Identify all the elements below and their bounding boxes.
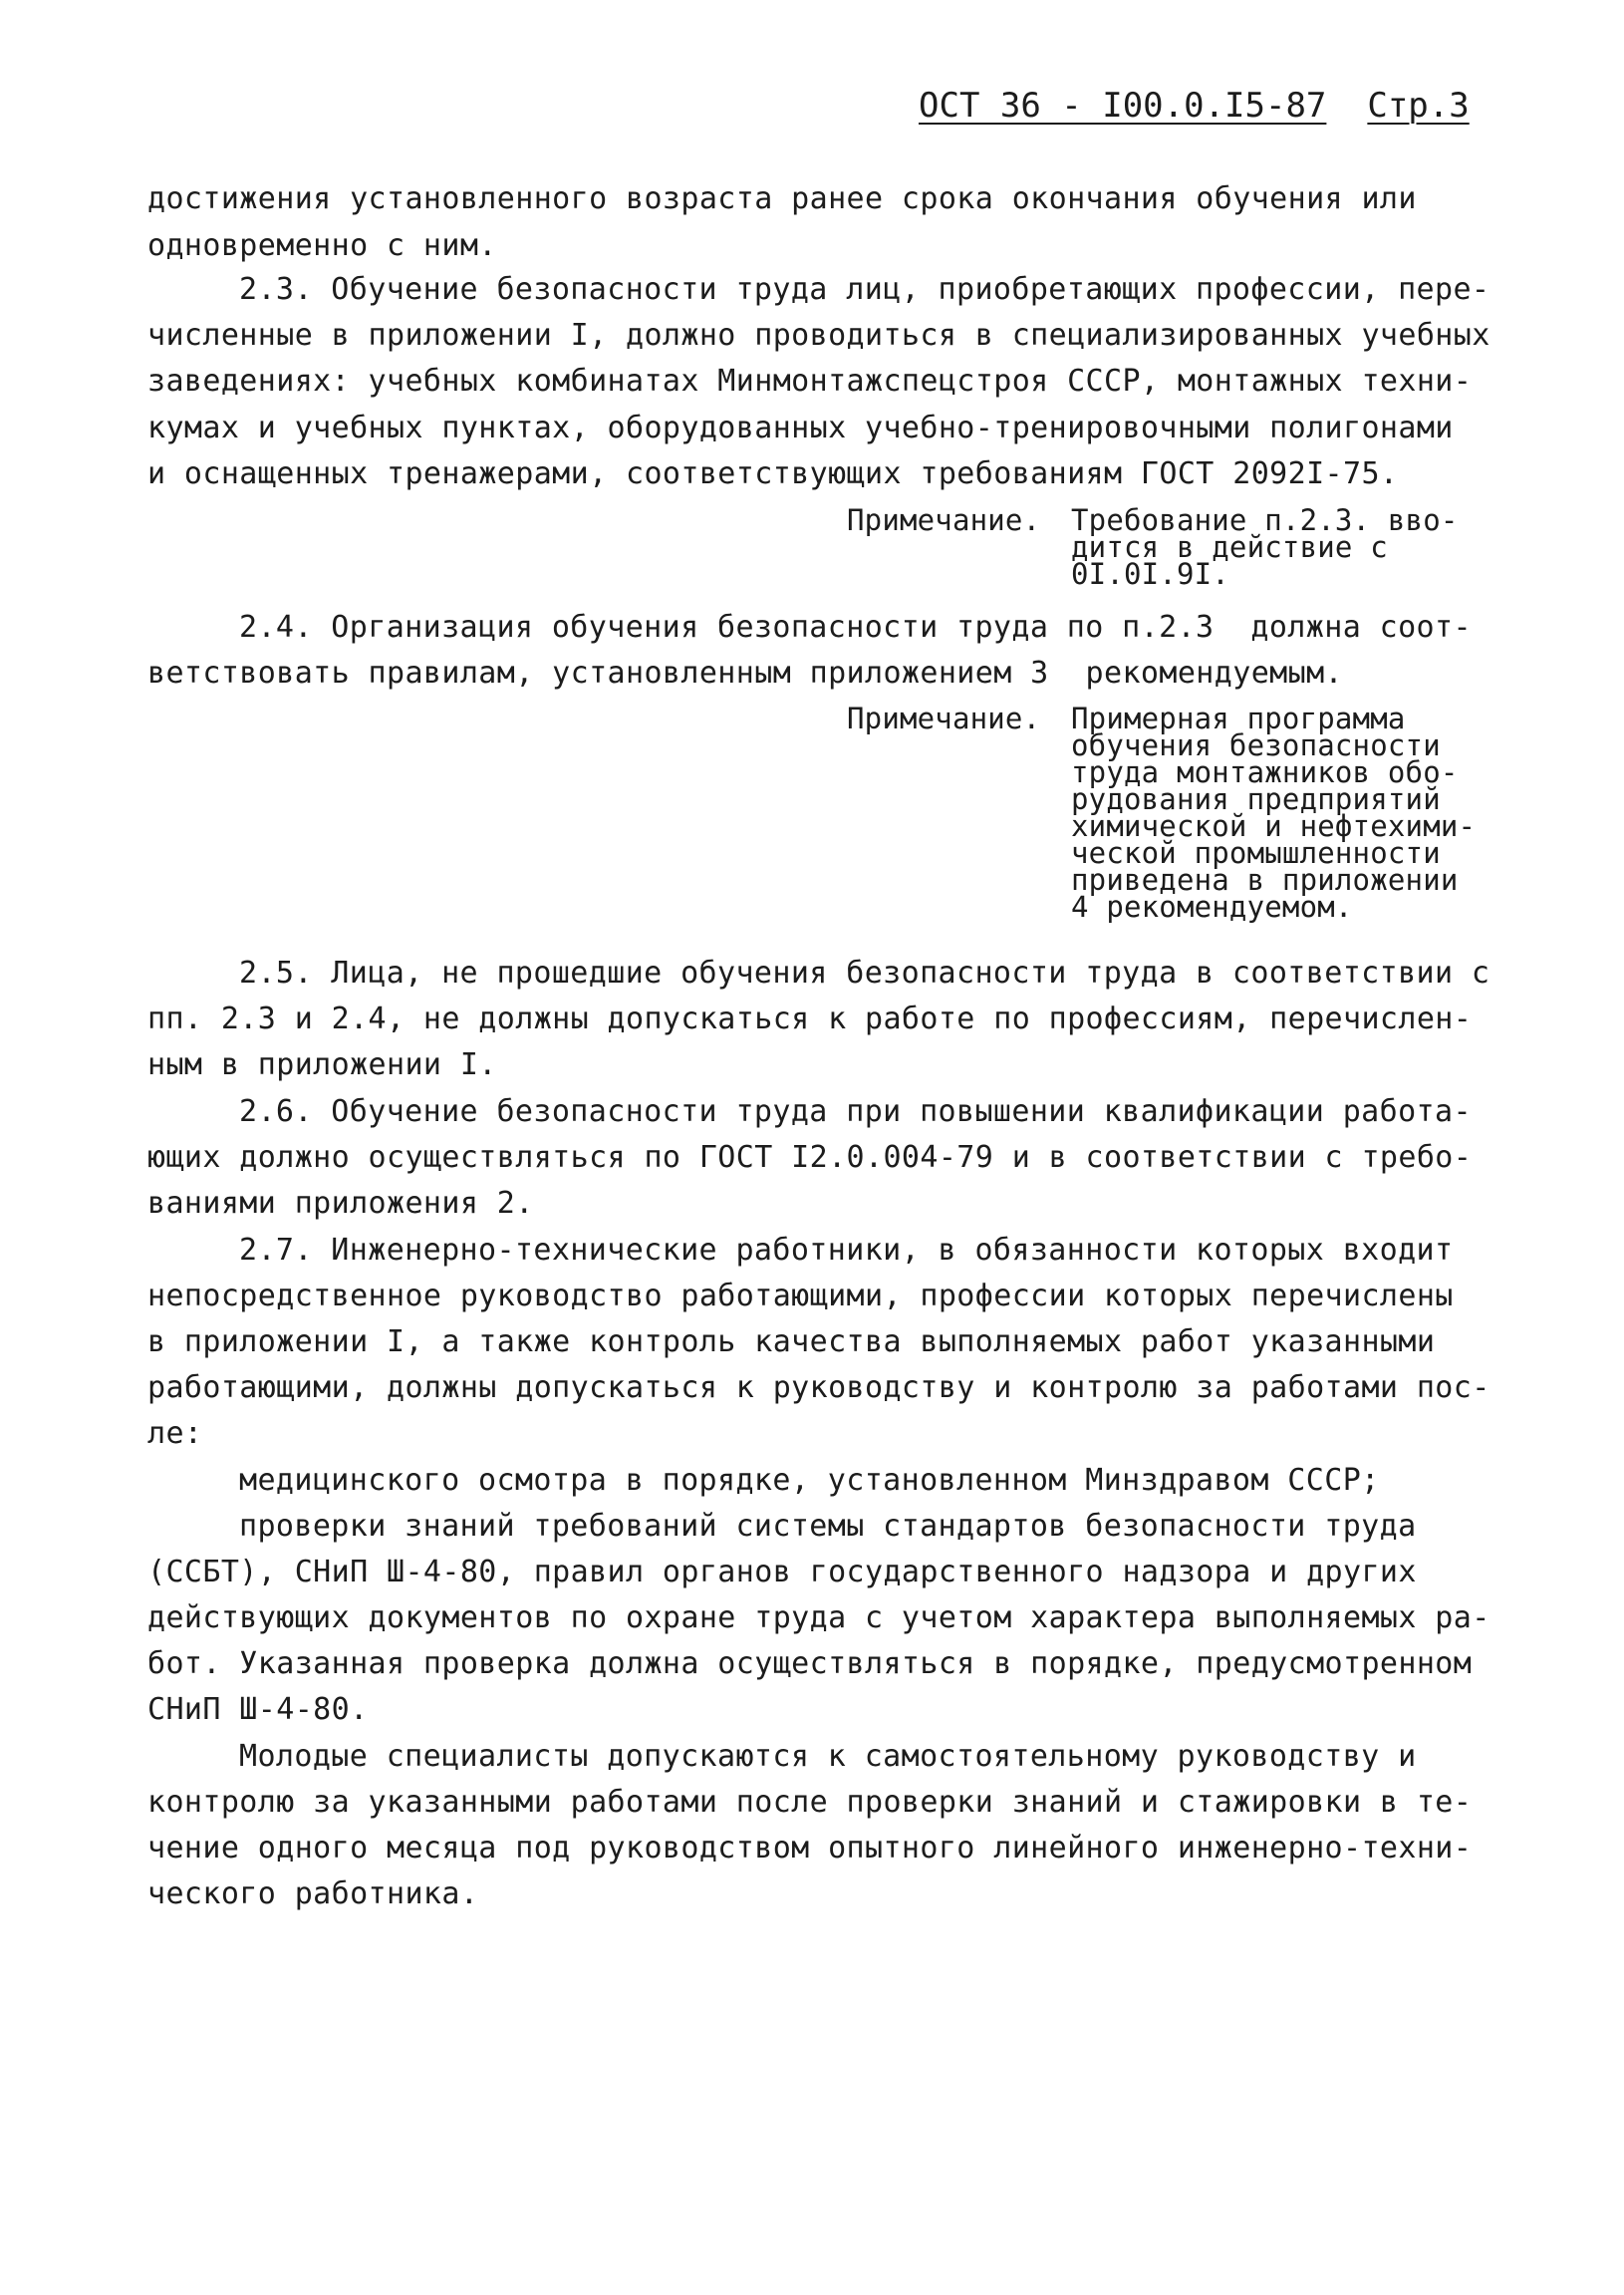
text-line: работающими, должны допускаться к руководству и контролю за работами пос-: [147, 1370, 1490, 1405]
text-line: одновременно с ним.: [147, 228, 497, 263]
text-line: бот. Указанная проверка должна осуществляться в порядке, предусмотренном: [147, 1646, 1473, 1681]
page-header: [919, 86, 1470, 126]
text-line: СНиП Ш-4-80.: [147, 1692, 369, 1727]
text-line: пп. 2.3 и 2.4, не должны допускаться к работе по профессиям, перечислен-: [147, 1002, 1473, 1036]
text-line: достижения установленного возраста ранее срока окончания обучения или: [147, 181, 1417, 216]
text-line: непосредственное руководство работающими, профессии которых перечислены: [147, 1279, 1454, 1313]
note-text-line: 0I.0I.9I.: [1071, 557, 1229, 591]
text-line: (ССБТ), СНиП Ш-4-80, правил органов государственного надзора и других: [147, 1555, 1417, 1589]
page-number: Стр.3: [1367, 86, 1470, 126]
paragraph-2-4-line: 2.4. Организация обучения безопасности труда по п.2.3 должна соот-: [239, 610, 1472, 645]
text-line: ющих должно осуществляться по ГОСТ I2.0.004-79 и в соответствии с требо-: [147, 1140, 1473, 1175]
note-text-line: труда монтажников обо-: [1071, 755, 1459, 789]
text-line: в приложении I, а также контроль качества выполняемых работ указанными: [147, 1324, 1436, 1359]
text-line: контролю за указанными работами после проверки знаний и стажировки в те-: [147, 1785, 1473, 1820]
paragraph-2-7-line: 2.7. Инженерно-технические работники, в обязанности которых входит: [239, 1233, 1454, 1268]
text-line: заведениях: учебных комбинатах Минмонтажспецстроя СССР, монтажных техни-: [147, 364, 1473, 399]
list-item-line: медицинского осмотра в порядке, установленном Минздравом СССР;: [239, 1463, 1380, 1498]
note-text-line: приведена в приложении: [1071, 863, 1459, 897]
paragraph-2-3-line: 2.3. Обучение безопасности труда лиц, приобретающих профессии, пере-: [239, 272, 1490, 307]
paragraph-line: Молодые специалисты допускаются к самостоятельному руководству и: [239, 1739, 1417, 1774]
text-line: ваниями приложения 2.: [147, 1186, 534, 1221]
text-line: чение одного месяца под руководством опытного линейного инженерно-техни-: [147, 1831, 1473, 1865]
text-line: ным в приложении I.: [147, 1047, 497, 1082]
note-text-line: рудования предприятий: [1071, 782, 1441, 816]
paragraph-2-6-line: 2.6. Обучение безопасности труда при повышении квалификации работа-: [239, 1094, 1472, 1129]
text-line: ветствовать правилам, установленным приложением 3 рекомендуемым.: [147, 656, 1343, 691]
text-line: ческого работника.: [147, 1876, 479, 1911]
note-label: Примечание.: [847, 702, 1041, 735]
list-item-line: проверки знаний требований системы стандартов безопасности труда: [239, 1509, 1417, 1544]
note-text-line: Примерная программа: [1071, 702, 1406, 735]
text-line: кумах и учебных пунктах, оборудованных учебно-тренировочными полигонами: [147, 411, 1454, 445]
note-text-line: дится в действие с: [1071, 530, 1388, 564]
note-label: Примечание.: [847, 503, 1041, 537]
text-line: численные в приложении I, должно проводиться в специализированных учебных: [147, 318, 1490, 353]
note-text-line: обучения безопасности: [1071, 728, 1441, 762]
text-line: и оснащенных тренажерами, соответствующих требованиям ГОСТ 2092I-75.: [147, 456, 1399, 491]
note-text-line: химической и нефтехими-: [1071, 809, 1477, 843]
document-code: ОСТ 36 - I00.0.I5-87: [919, 86, 1327, 126]
paragraph-2-5-line: 2.5. Лица, не прошедшие обучения безопасности труда в соответствии с: [239, 956, 1490, 991]
note-text-line: 4 рекомендуемом.: [1071, 890, 1353, 924]
text-line: ле:: [147, 1416, 203, 1451]
text-line: действующих документов по охране труда с учетом характера выполняемых ра-: [147, 1600, 1490, 1635]
note-text-line: Требование п.2.3. вво-: [1071, 503, 1459, 537]
note-text-line: ческой промышленности: [1071, 836, 1441, 870]
